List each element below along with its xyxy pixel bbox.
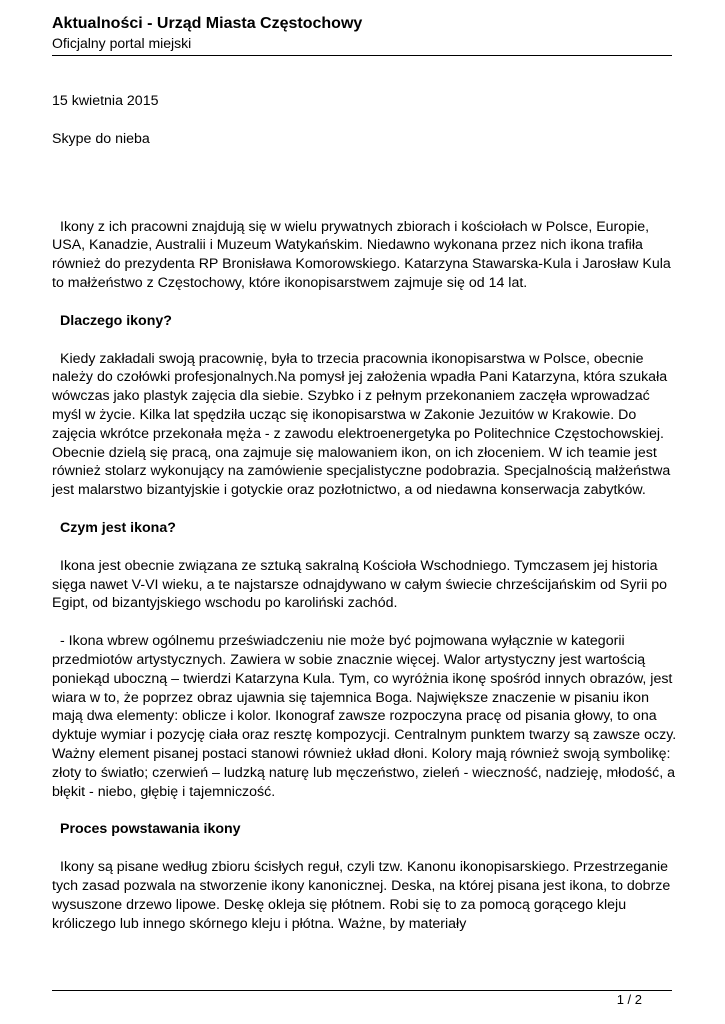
- intro-paragraph: Ikony z ich pracowni znajdują się w wielu prywatnych zbiorach i kościołach w Polsce, Europie, USA, Kanadzie, Australii i Muzeum Watykańskim. Niedawno wykonana przez nich ikona trafiła również do prezydenta RP Bronisława Komorowskiego. Katarzyna Stawarska-Kula i Jarosław Kula to małżeństwo z Częstochowy, które ikonopisarstwem zajmuje się od 14 lat.: [52, 218, 671, 291]
- section-heading-process: Proces powstawania ikony: [60, 821, 241, 838]
- page-header: [52, 14, 672, 56]
- site-subtitle: Oficjalny portal miejski: [52, 35, 192, 51]
- article-headline: Skype do nieba: [52, 130, 150, 147]
- section-heading-what-is-icon: Czym jest ikona?: [60, 519, 176, 536]
- section-paragraph: Ikona jest obecnie związana ze sztuką sakralną Kościoła Wschodniego. Tymczasem jej historia sięga nawet V-VI wieku, a te najstarsze odnajdywano w całym świecie chrześcijańskim od Syrii po Egipt, od bizantyjskiego wschodu po karoliński zachód.: [52, 557, 668, 612]
- article-body: [52, 92, 677, 952]
- site-title: Aktualności - Urząd Miasta Częstochowy: [52, 15, 363, 32]
- section-paragraph: Kiedy zakładali swoją pracownię, była to trzecia pracownia ikonopisarstwa w Polsce, obecnie należy do czołówki profesjonalnych.Na pomysł jej założenia wpadła Pani Katarzyna, która szukała wówczas jako plastyk zajęcia dla siebie. Szybko i z pełnym przekonaniem zaczęła wprowadzać myśl w życie. Kilka lat spędziła ucząc się ikonopisarstwa w Zakonie Jezuitów w Krakowie. Do zajęcia wkrótce przekonała męża - z zawodu elektroenergetyka po Politechnice Częstochowskiej. Obecnie dzielą się pracą, ona zajmuje się malowaniem ikon, on ich złoceniem. W ich teamie jest również stolarz wykonujący na zamówienie specjalistyczne podobrazia. Specjalnością małżeństwa jest malarstwo bizantyjskie i gotyckie oraz pozłotnictwo, a od niedawna konserwacja zabytków.: [52, 350, 671, 499]
- section-paragraph: - Ikona wbrew ogólnemu przeświadczeniu nie może być pojmowana wyłącznie w kategorii przedmiotów artystycznych. Zawiera w sobie znacznie więcej. Walor artystyczny jest wartością poniekąd uboczną – twierdzi Katarzyna Kula. Tym, co wyróżnia ikonę spośród innych obrazów, jest wiara w to, że poprzez obraz ujawnia się tajemnica Boga. Największe znaczenie w pisaniu ikon mają dwa elementy: oblicze i kolor. Ikonograf zawsze rozpoczyna pracę od pisania głowy, to ona dyktuje wymiar i pozycję ciała oraz resztę kompozycji. Centralnym punktem twarzy są zawsze oczy. Ważny element pisanej postaci stanowi również układ dłoni. Kolory mają również swoją symbolikę: złoty to światło; czerwień – ludzką naturę lub męczeństwo, zieleń - wieczność, nadzieję, młodość, a błękit - niebo, głębię i tajemniczość.: [52, 633, 677, 800]
- page-number: 1 / 2: [616, 992, 642, 1007]
- article-date: 15 kwietnia 2015: [52, 93, 159, 109]
- page-footer: [52, 990, 672, 1007]
- section-paragraph: Ikony są pisane według zbioru ścisłych reguł, czyli tzw. Kanonu ikonopisarskiego. Przestrzeganie tych zasad pozwala na stworzenie ikony kanonicznej. Deska, na której pisana jest ikona, to dobrze wysuszone drzewo lipowe. Deskę okleja się płótnem. Robi się to za pomocą gorącego kleju króliczego lub innego skórnego kleju i płótna. Ważne, by materiały: [52, 859, 671, 932]
- section-heading-why-icons: Dlaczego ikony?: [60, 312, 172, 329]
